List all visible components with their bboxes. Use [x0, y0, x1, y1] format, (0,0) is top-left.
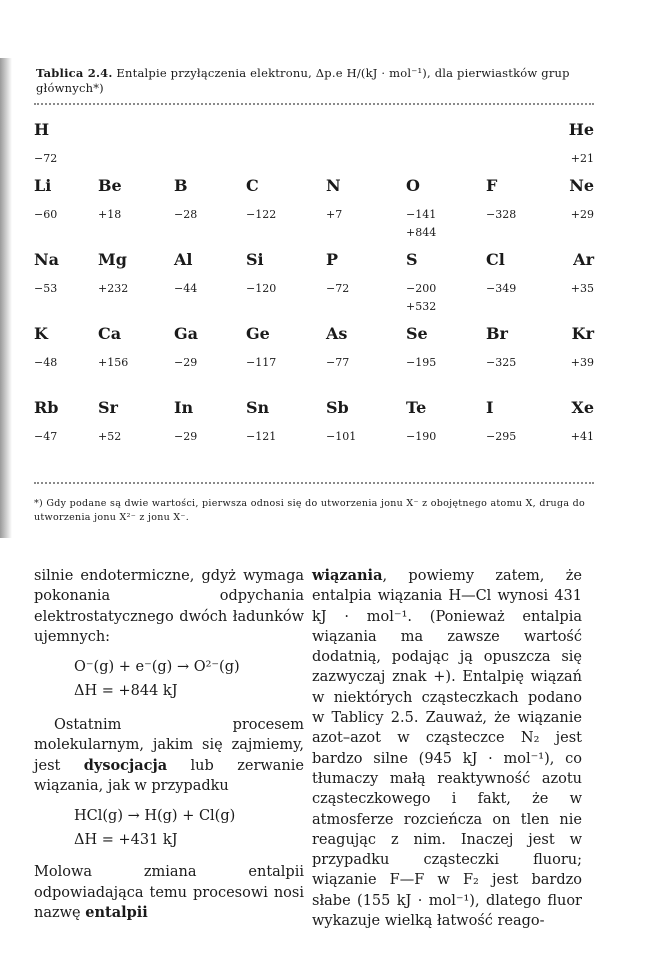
table-caption	[36, 66, 596, 96]
table-footnote: *) Gdy podane są dwie wartości, pierwsza odnosi się do utworzenia jonu X⁻ z obojętnego atomu X, druga do utworzenia jonu X²⁻ z jonu X⁻.	[34, 498, 586, 523]
paragraph-text: Ostatnim procesem molekularnym, jakim się zajmiemy, jest	[34, 717, 304, 774]
enthalpy-value: +232	[98, 282, 129, 295]
element-symbol: In	[174, 398, 194, 417]
element-symbol: Na	[34, 250, 59, 269]
element-symbol: S	[406, 250, 418, 269]
table-row	[34, 168, 594, 242]
book-spine-shadow	[0, 58, 12, 538]
element-cell	[406, 324, 476, 372]
element-symbol: Ar	[573, 250, 594, 269]
enthalpy-value: −77	[326, 356, 350, 369]
element-cell	[98, 176, 168, 224]
enthalpy-value: −295	[486, 430, 517, 443]
element-symbol: I	[486, 398, 494, 417]
element-symbol: Br	[486, 324, 508, 343]
enthalpy-value: −29	[174, 430, 198, 443]
text-column-left	[34, 566, 304, 923]
enthalpy-value: +35	[570, 282, 594, 295]
element-symbol: Li	[34, 176, 52, 195]
table-row	[34, 316, 594, 390]
enthalpy-value: −120	[246, 282, 277, 295]
enthalpy-value: −53	[34, 282, 58, 295]
element-symbol: C	[246, 176, 259, 195]
element-cell	[524, 324, 594, 372]
element-cell	[246, 398, 316, 446]
table-caption-text: Entalpie przyłączenia elektronu, Δp.e H/(kJ · mol⁻¹), dla pierwiastków grup głównych*)	[36, 66, 570, 95]
paragraph-text: Molowa zmiana entalpii odpowiadająca temu procesowi nosi nazwę	[34, 864, 304, 921]
paragraph-text: lub zerwanie wiązania, jak w przypadku	[34, 757, 304, 795]
enthalpy-value: −29	[174, 356, 198, 369]
enthalpy-value: −117	[246, 356, 277, 369]
element-cell	[174, 176, 244, 224]
enthalpy-value: −325	[486, 356, 517, 369]
keyword: wiązania	[312, 567, 383, 584]
table-bottom-rule	[34, 482, 594, 484]
element-symbol: O	[406, 176, 420, 195]
element-cell	[406, 398, 476, 446]
element-cell	[174, 250, 244, 298]
enthalpy-value: +39	[570, 356, 594, 369]
element-cell	[524, 250, 594, 298]
element-cell	[326, 176, 396, 224]
enthalpy-value: +52	[98, 430, 122, 443]
enthalpy-value: −44	[174, 282, 198, 295]
paragraph	[34, 715, 304, 796]
table-top-rule	[34, 103, 594, 105]
element-cell	[98, 398, 168, 446]
element-cell	[98, 250, 168, 298]
enthalpy-value: −72	[34, 152, 58, 165]
equation-reaction: HCl(g) → H(g) + Cl(g)	[74, 808, 236, 825]
keyword: dysocjacja	[83, 756, 168, 774]
equation	[74, 804, 304, 852]
element-symbol: P	[326, 250, 339, 269]
element-symbol: Rb	[34, 398, 59, 417]
enthalpy-value: −72	[326, 282, 350, 295]
paragraph	[34, 862, 304, 923]
enthalpy-value: −195	[406, 356, 437, 369]
element-cell	[326, 324, 396, 372]
element-symbol: Xe	[571, 398, 594, 417]
element-symbol: Ne	[569, 176, 594, 195]
enthalpy-value: +18	[98, 208, 122, 221]
element-cell	[246, 250, 316, 298]
element-cell	[524, 398, 594, 446]
keyword: entalpii	[85, 903, 148, 921]
element-cell	[246, 324, 316, 372]
element-cell	[326, 250, 396, 298]
element-symbol: B	[174, 176, 188, 195]
element-cell	[174, 398, 244, 446]
element-symbol: Se	[406, 324, 428, 343]
table-caption-label: Tablica 2.4.	[36, 66, 113, 80]
element-cell	[34, 398, 104, 446]
text-column-right	[312, 566, 582, 931]
enthalpy-value: +156	[98, 356, 129, 369]
element-symbol: Sn	[246, 398, 270, 417]
element-cell	[326, 398, 396, 446]
enthalpy-value: −122	[246, 208, 277, 221]
equation-enthalpy: ΔH = +844 kJ	[74, 683, 178, 700]
paragraph-text: , powiemy zatem, że entalpia wiązania H—Cl wynosi 431 kJ · mol⁻¹. (Ponieważ entalpia wiązania ma zawsze wartość dodatnią, podając ją opuszcza się zazwyczaj znak +). Entalpię wiązań w niektórych cząsteczkach podano w Tablicy 2.5. Zauważ, że wiązanie azot–azot w cząsteczce N₂ jest bardzo silne (945 kJ · mol⁻¹), co tłumaczy małą reaktywność azotu cząsteczkowego i fakt, że w atmosferze rozcieńcza on tlen nie reagując z nim. Inaczej jest w przypadku cząsteczki fluoru; wiązanie F—F w F₂ jest bardzo słabe (155 kJ · mol⁻¹), dlatego fluor wykazuje wielką łatwość reago-	[312, 568, 582, 930]
equation-reaction: O⁻(g) + e⁻(g) → O²⁻(g)	[74, 659, 240, 676]
element-symbol: Sr	[98, 398, 118, 417]
element-cell	[524, 120, 594, 168]
element-cell	[524, 176, 594, 224]
enthalpy-value: +7	[326, 208, 343, 221]
element-symbol: He	[568, 120, 594, 139]
paragraph: silnie endotermiczne, gdyż wymaga pokonania odpychania elektrostatycznego dwóch ładunków ujemnych:	[34, 568, 304, 645]
enthalpy-value: −200	[406, 282, 437, 295]
enthalpy-value: −121	[246, 430, 277, 443]
element-cell	[406, 176, 476, 242]
element-symbol: Ga	[174, 324, 199, 343]
element-symbol: F	[486, 176, 498, 195]
enthalpy-value: −190	[406, 430, 437, 443]
element-cell	[34, 250, 104, 298]
element-symbol: As	[326, 324, 348, 343]
enthalpy-value: +532	[406, 300, 437, 313]
enthalpy-value: −328	[486, 208, 517, 221]
enthalpy-value: −48	[34, 356, 58, 369]
enthalpy-value: −60	[34, 208, 58, 221]
element-symbol: N	[326, 176, 341, 195]
table-row	[34, 112, 594, 168]
element-cell	[174, 324, 244, 372]
enthalpy-value: −101	[326, 430, 357, 443]
table-row	[34, 242, 594, 316]
electron-affinity-table	[34, 112, 594, 464]
element-symbol: Si	[246, 250, 264, 269]
element-symbol: Ge	[246, 324, 270, 343]
element-cell	[34, 176, 104, 224]
enthalpy-value: +29	[570, 208, 594, 221]
element-symbol: Mg	[98, 250, 127, 269]
element-symbol: Sb	[326, 398, 349, 417]
element-symbol: Ca	[98, 324, 122, 343]
equation-enthalpy: ΔH = +431 kJ	[74, 832, 178, 849]
paragraph	[312, 566, 582, 931]
equation	[74, 655, 304, 703]
enthalpy-value: +844	[406, 226, 437, 239]
element-cell	[98, 324, 168, 372]
element-cell	[246, 176, 316, 224]
table-row	[34, 390, 594, 464]
element-cell	[34, 324, 104, 372]
element-symbol: H	[34, 120, 50, 139]
element-symbol: Be	[98, 176, 122, 195]
enthalpy-value: +41	[570, 430, 594, 443]
enthalpy-value: −141	[406, 208, 437, 221]
enthalpy-value: +21	[570, 152, 594, 165]
enthalpy-value: −349	[486, 282, 517, 295]
enthalpy-value: −47	[34, 430, 58, 443]
element-symbol: Al	[174, 250, 193, 269]
element-symbol: Kr	[571, 324, 594, 343]
element-cell	[406, 250, 476, 316]
element-symbol: Cl	[486, 250, 505, 269]
element-cell	[34, 120, 104, 168]
element-symbol: K	[34, 324, 48, 343]
enthalpy-value: −28	[174, 208, 198, 221]
element-symbol: Te	[406, 398, 427, 417]
